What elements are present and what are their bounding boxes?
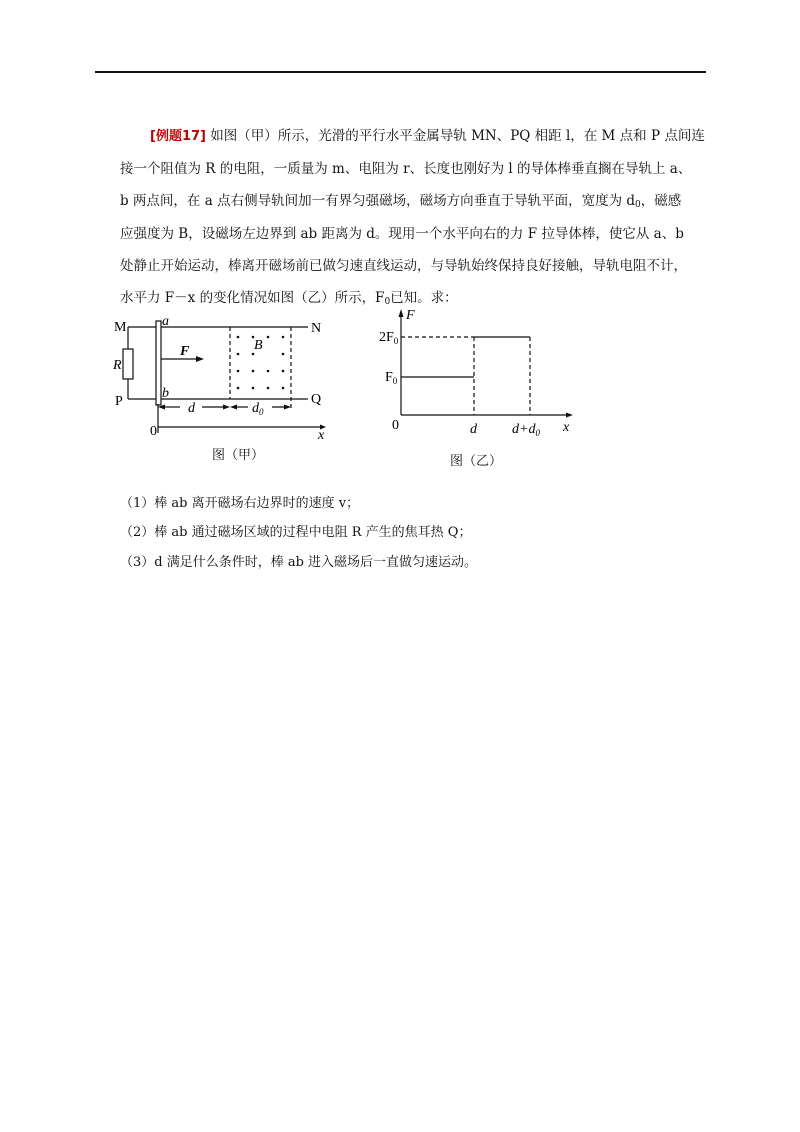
label-origin-jia: 0: [150, 424, 157, 439]
label-a: a: [162, 315, 169, 329]
figure-yi-caption: 图（乙）: [450, 454, 503, 469]
label-force: F: [180, 344, 190, 359]
label-d0: $d_0$: [252, 401, 264, 417]
question-3: （3）d 满足什么条件时，棒 ab 进入磁场后一直做匀速运动。: [120, 555, 478, 570]
label-2f0: $2F_0$: [379, 330, 399, 346]
label-m: M: [114, 320, 127, 335]
label-f0: $F_0$: [385, 370, 398, 386]
problem-line-2: 接一个阻值为 R 的电阻，一质量为 m、电阻为 r、长度也刚好为 l 的导体棒垂直搁在导轨上 a、: [120, 161, 692, 178]
label-n: N: [311, 321, 322, 336]
label-f-axis: F: [406, 308, 415, 323]
label-p: P: [115, 394, 123, 409]
label-x-jia: x: [318, 428, 325, 443]
question-2: （2）棒 ab 通过磁场区域的过程中电阻 R 产生的焦耳热 Q；: [120, 525, 472, 540]
problem-line-6: 水平力 F－x 的变化情况如图（乙）所示，$F_0$已知。求：: [120, 290, 458, 308]
problem-tag: [例题17]: [150, 129, 206, 144]
question-1: （1）棒 ab 离开磁场右边界时的速度 v；: [120, 496, 360, 511]
problem-text: [120, 120, 710, 314]
label-tick-d: d: [470, 422, 477, 437]
conductor-bar-ab: [156, 321, 161, 405]
label-d: d: [188, 401, 195, 416]
problem-line-1: [例题17] 如图（甲）所示，光滑的平行水平金属导轨 MN、PQ 相距 l，在 M 点和 P 点间连: [150, 128, 705, 144]
label-origin-yi: 0: [392, 418, 399, 433]
label-tick-d-plus-d0: $d+d_0$: [512, 422, 540, 438]
label-b: b: [162, 386, 169, 401]
figure-jia-caption: 图（甲）: [212, 448, 265, 463]
label-q: Q: [311, 392, 322, 407]
problem-line-4: 应强度为 B，设磁场左边界到 ab 距离为 d。现用一个水平向右的力 F 拉导体棒，使它从 a、b: [120, 225, 684, 242]
resistor-r: [123, 349, 133, 379]
force-arrowhead: [196, 356, 204, 362]
problem-line-5: 处静止开始运动，棒离开磁场前已做匀速直线运动，与导轨始终保持良好接触，导轨电阻不计，: [120, 257, 687, 274]
header-rule: [95, 71, 706, 73]
label-r: R: [113, 358, 122, 373]
problem-line-3: b 两点间，在 a 点右侧导轨间加一有界匀强磁场，磁场方向垂直于导轨平面，宽度为 $d_0$，磁感: [120, 193, 682, 211]
label-field-b: B: [254, 338, 263, 353]
label-x-yi: x: [563, 420, 570, 435]
figure-yi-chart: [360, 305, 585, 445]
